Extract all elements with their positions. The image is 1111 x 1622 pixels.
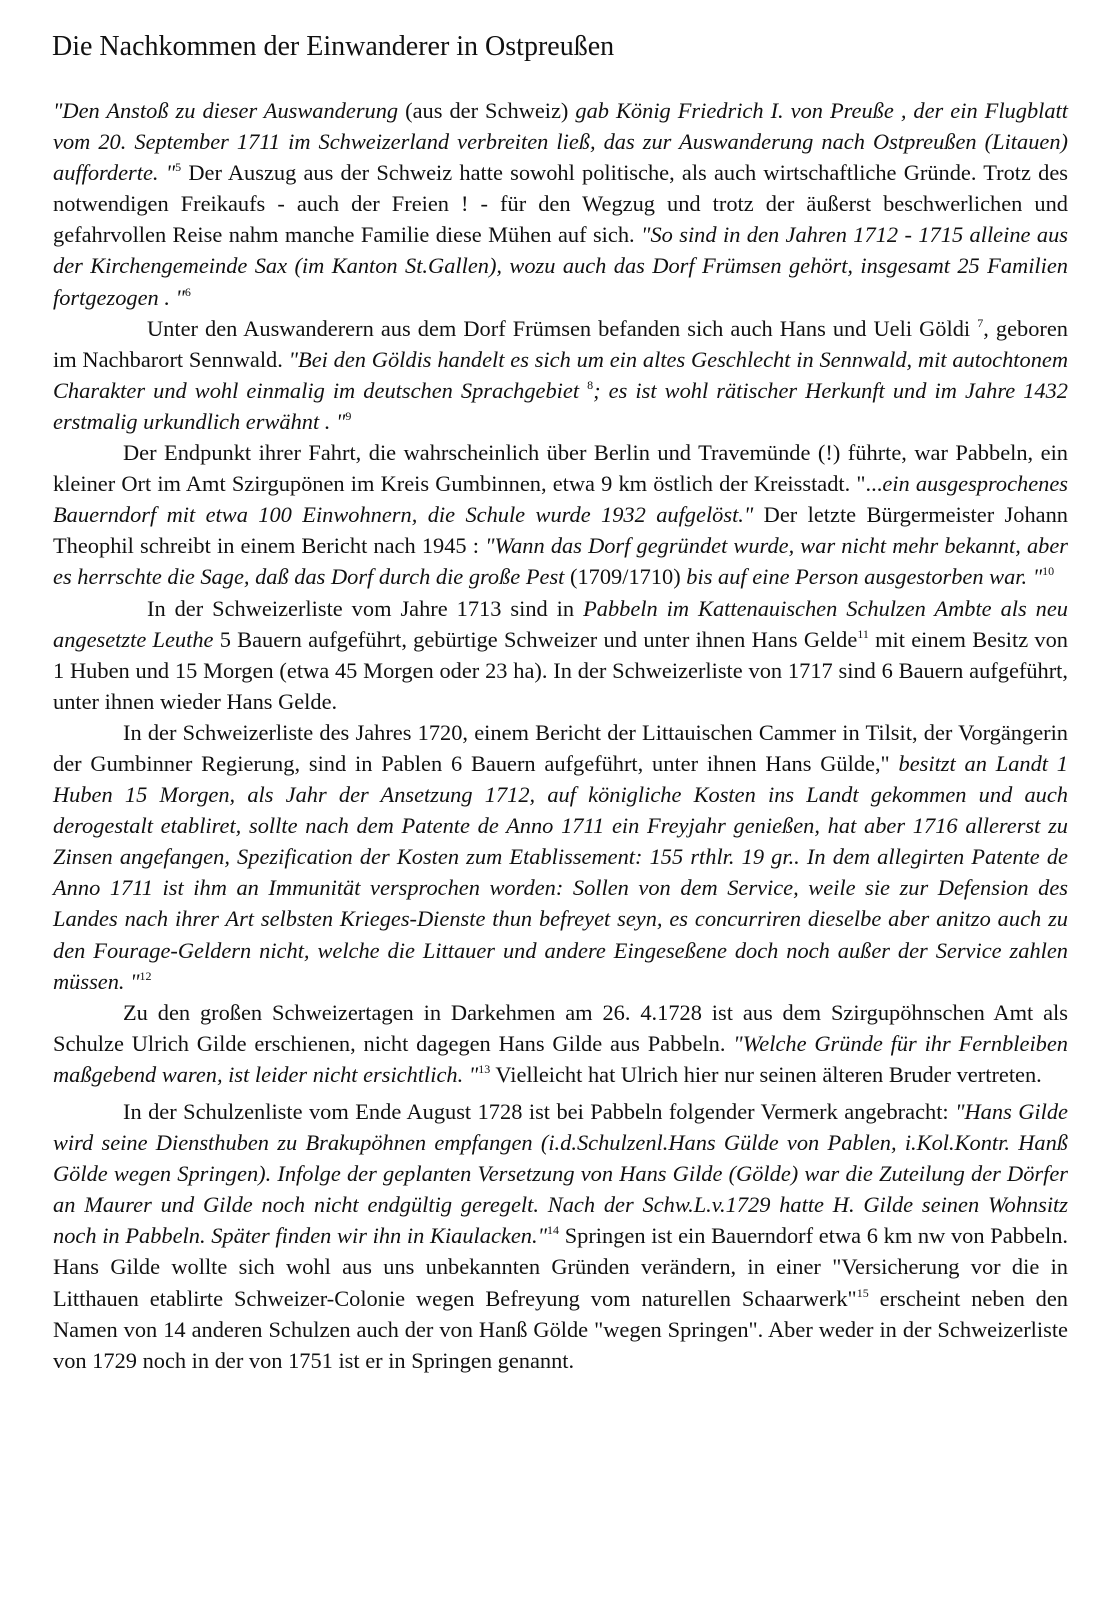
footnote-ref: 8 — [587, 377, 594, 392]
footnote-ref: 15 — [856, 1285, 869, 1300]
footnote-ref: 14 — [547, 1223, 559, 1238]
quote-text: ; es ist wohl rätischer Herkunft und im Jahre 1432 erstmalig urkundlich erwähnt . " — [53, 377, 1068, 434]
text-run: , geboren im Nachbarort Sennwald. — [53, 315, 1069, 372]
text-run: Der Auszug aus der Schweiz hatte sowohl politische, als auch wirtschaftliche Gründe. Trotz des notwendigen Freikaufs - auch der Freien ! - für den Wegzug und trotz der äußerst beschwerlichen und gefahrvollen Reise nahm manche Familie diese Mühen auf sich. — [53, 160, 1068, 248]
text-run: mit einem Besitz von 1 Huben und 15 Morgen (etwa 45 Morgen oder 23 ha). In der Schweizerliste von 1717 sind 6 Bauern aufgeführt, unter ihnen wieder Hans Gelde. — [53, 626, 1069, 714]
text-run: (1709/1710) — [564, 564, 687, 590]
quote-text: "Wann das Dorf gegründet wurde, war nicht mehr bekannt, aber es herrschte die Sage, daß das Dorf durch die große Pest — [53, 533, 1069, 590]
text-run: Vielleicht hat Ulrich hier nur seinen älteren Bruder vertreten. — [490, 1061, 1042, 1087]
text-run: erscheint neben den Namen von 14 anderen Schulzen auch der von Hanß Gölde "wegen Springen". Aber weder in der Schweizerliste von 1729 noch in der von 1751 ist er in Springen genannt. — [53, 1285, 1068, 1373]
text-run: 5 Bauern aufgeführt, gebürtige Schweizer und unter ihnen Hans Gelde — [213, 626, 858, 652]
footnote-ref: 7 — [977, 315, 984, 330]
text-run: Der Endpunkt ihrer Fahrt, die wahrscheinlich über Berlin und Travemünde (!) führte, war Pabbeln, ein kleiner Ort im Amt Szirgupönen im Kreis Gumbinnen, etwa 9 km östlich der Kreisstadt. "... — [53, 440, 1068, 497]
page-title: Die Nachkommen der Einwanderer in Ostpreußen — [52, 31, 615, 62]
text-run: Unter den Auswanderern aus dem Dorf Frümsen befanden sich auch Hans und Ueli Göldi — [147, 315, 978, 341]
text-run: (aus der Schweiz) — [398, 98, 576, 123]
text-run: Zu den großen Schweizertagen in Darkehmen am 26. 4.1728 ist aus dem Szirgupöhnschen Amt als Schulze Ulrich Gilde erschienen, nicht dagegen Hans Gilde aus Pabbeln. — [53, 999, 1068, 1056]
quote-text: bis auf eine Person ausgestorben war. " — [686, 564, 1043, 590]
footnote-ref: 12 — [139, 968, 152, 983]
quote-text: Pabbeln im Kattenauischen Schulzen Ambte als neu angesetzte Leuthe — [53, 595, 1068, 652]
quote-text: besitzt an Landt 1 Huben 15 Morgen, als Jahr der Ansetzung 1712, auf königliche Kosten ins Landt gekommen und auch derogestalt etabliret, sollte nach dem Patente de Anno 1711 ein Freyjahr genießen, hat aber 1716 allererst zu Zinsen angefangen, Spezification der Kosten zum Etablissement: 155 rthlr. 19 gr.. In dem allegirten Patente de Anno 1711 ist ihm an Immunität versprochen worden: Sollen von dem Service, weile sie zur Defension des Landes nach ihrer Art selbsten Krieges-Dienste thun befreyet seyn, es concurriren dieselbe aber anitzo auch zu den Fourage-Geldern nicht, welche die Littauer und andere Eingeseßene doch noch außer der Service zahlen müssen. " — [53, 750, 1068, 994]
quote-text: "So sind in den Jahren 1712 - 1715 alleine aus der Kirchengemeinde Sax (im Kanton St.Gallen), wozu auch das Dorf Frümsen gehört, insgesamt 25 Familien fortgezogen . " — [53, 222, 1068, 310]
paragraph-4 — [53, 593, 1068, 717]
text-run: In der Schweizerliste des Jahres 1720, einem Bericht der Littauischen Cammer in Tilsit, der Vorgängerin der Gumbinner Regierung, sind in Pablen 6 Bauern aufgeführt, unter ihnen Hans Gülde," — [53, 719, 1068, 776]
quote-text: ein ausgesprochenes Bauerndorf mit etwa 100 Einwohnern, die Schule wurde 1932 aufgelöst." — [53, 471, 1068, 528]
paragraph-7 — [53, 1096, 1068, 1376]
text-run: In der Schulzenliste vom Ende August 1728 ist bei Pabbeln folgender Vermerk angebracht: — [123, 1099, 956, 1124]
footnote-ref: 9 — [345, 408, 352, 423]
paragraph-5 — [53, 717, 1068, 997]
quote-text: "Hans Gilde wird seine Diensthuben zu Brakupöhnen empfangen (i.d.Schulzenl.Hans Gülde von Pablen, i.Kol.Kontr. Hanß Gölde wegen Springen). Infolge der geplanten Versetzung von Hans Gilde (Gölde) war die Zuteilung der Dörfer an Maurer und Gilde noch nicht endgültig geregelt. Nach der Schw.L.v.1729 hatte H. Gilde seinen Wohnsitz noch in Pabbeln. Später finden wir ihn in Kiaulacken." — [53, 1099, 1068, 1249]
footnote-ref: 11 — [857, 626, 869, 641]
paragraph-2 — [53, 313, 1068, 437]
text-run: In der Schweizerliste vom Jahre 1713 sind in — [147, 595, 584, 621]
paragraph-3 — [53, 437, 1068, 592]
body-text — [53, 95, 1068, 1376]
paragraph-1 — [53, 95, 1068, 313]
quote-text: "Den Anstoß zu dieser Auswanderung — [53, 98, 399, 123]
text-run: Der letzte Bürgermeister Johann Theophil schreibt in einem Bericht nach 1945 : — [53, 502, 1068, 559]
footnote-ref: 10 — [1042, 564, 1055, 579]
paragraph-6 — [53, 997, 1068, 1090]
footnote-ref: 5 — [175, 160, 182, 175]
footnote-ref: 6 — [184, 284, 191, 299]
text-run: Springen ist ein Bauerndorf etwa 6 km nw von Pabbeln. Hans Gilde wollte sich wohl aus uns unbekannten Gründen verändern, in einer "Versicherung vor die in Litthauen etablirte Schweizer-Colonie wegen Befreyung vom naturellen Schaarwerk" — [53, 1223, 1068, 1311]
quote-text: "Bei den Göldis handelt es sich um ein altes Geschlecht in Sennwald, mit autochtonem Charakter und wohl einmalig im deutschen Sprachgebiet — [53, 346, 1068, 403]
quote-text: "Welche Gründe für ihr Fernbleiben maßgebend waren, ist leider nicht ersichtlich. " — [53, 1030, 1068, 1087]
quote-text: gab König Friedrich I. von Preuße , der ein Flugblatt vom 20. September 1711 im Schweizerland verbreiten ließ, das zur Auswanderung nach Ostpreußen (Litauen) aufforderte. " — [53, 98, 1068, 186]
footnote-ref: 13 — [478, 1061, 491, 1076]
